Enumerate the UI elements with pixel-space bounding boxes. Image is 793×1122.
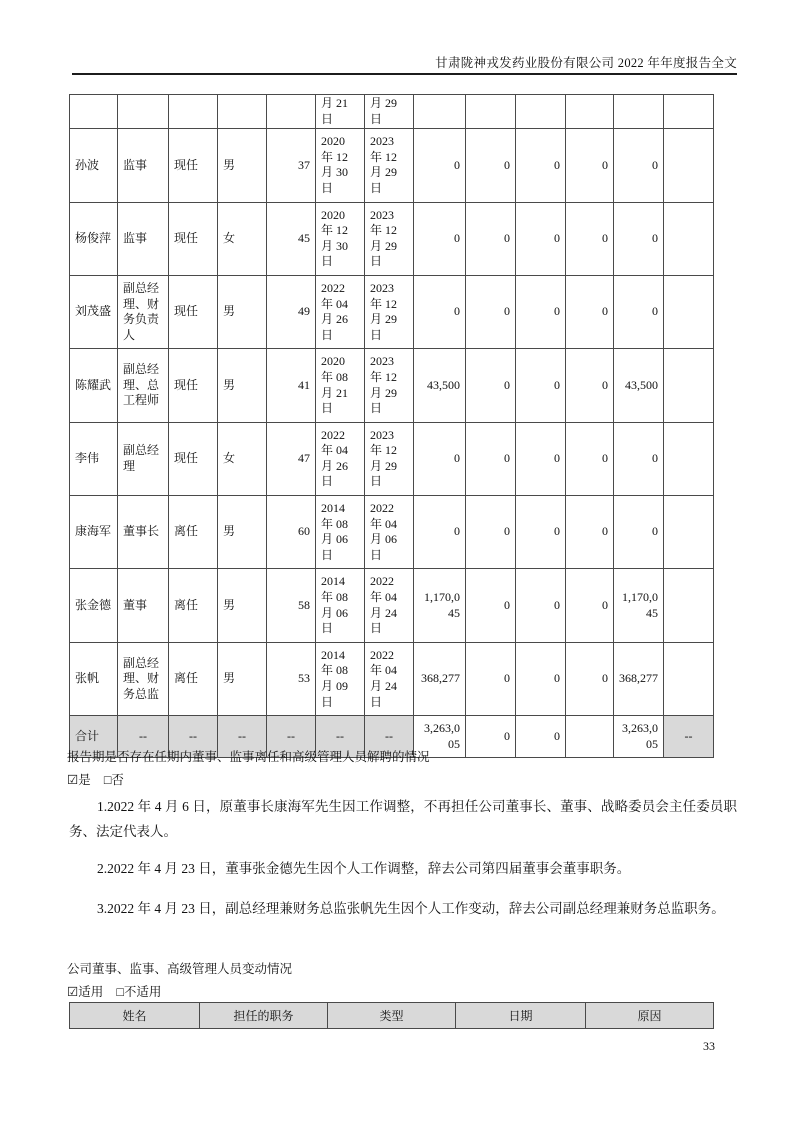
cell-position: 董事长 (118, 496, 169, 569)
cell-term-end: 2023 年 12 月 29 日 (365, 275, 414, 348)
cell-shares-other: 0 (566, 349, 614, 422)
cell-shares-increase: 0 (466, 202, 516, 275)
cell-term-start: 2020 年 12 月 30 日 (316, 129, 365, 202)
cell-status: 离任 (169, 569, 218, 642)
cell-gender: 男 (218, 569, 267, 642)
cell-gender: 男 (218, 275, 267, 348)
officer-row (70, 569, 714, 642)
officer-row (70, 349, 714, 422)
cell-shares-decrease: 0 (516, 569, 566, 642)
carryover-row (70, 95, 714, 129)
cell-age: 60 (267, 496, 316, 569)
cell-shares-decrease: 0 (516, 716, 566, 758)
officer-row (70, 129, 714, 202)
cell-shares-decrease: 0 (516, 422, 566, 495)
cell-shares-other (566, 95, 614, 129)
cell-position: 副总经理、财务总监 (118, 642, 169, 715)
cell-shares-end: 0 (614, 275, 664, 348)
cell-term-start: 2020 年 08 月 21 日 (316, 349, 365, 422)
cell-status: 离任 (169, 642, 218, 715)
cell-age: -- (267, 716, 316, 758)
cell-note (664, 642, 714, 715)
cell-shares-end: 0 (614, 202, 664, 275)
cell-position: 董事 (118, 569, 169, 642)
cell-shares-begin: 3,263,005 (414, 716, 466, 758)
cell-note (664, 202, 714, 275)
cell-shares-end: 368,277 (614, 642, 664, 715)
cell-shares-increase: 0 (466, 496, 516, 569)
cell-position: 监事 (118, 202, 169, 275)
cell-shares-end: 0 (614, 422, 664, 495)
cell-shares-decrease: 0 (516, 496, 566, 569)
cell-status: -- (169, 716, 218, 758)
changes-header-cell: 姓名 (70, 1003, 200, 1029)
page-number: 33 (703, 1039, 715, 1053)
cell-shares-decrease: 0 (516, 129, 566, 202)
cell-shares-begin: 43,500 (414, 349, 466, 422)
cell-shares-decrease: 0 (516, 275, 566, 348)
cell-note (664, 95, 714, 129)
cell-status: 离任 (169, 496, 218, 569)
cell-term-start: 2022 年 04 月 26 日 (316, 275, 365, 348)
cell-term-end: 2022 年 04 月 06 日 (365, 496, 414, 569)
cell-age: 58 (267, 569, 316, 642)
cell-term-end: 2022 年 04 月 24 日 (365, 642, 414, 715)
cell-shares-other: 0 (566, 569, 614, 642)
cell-shares-begin: 0 (414, 496, 466, 569)
cell-age: 45 (267, 202, 316, 275)
officers-shareholding-table (69, 94, 714, 758)
changes-header-cell: 担任的职务 (200, 1003, 328, 1029)
cell-position: -- (118, 716, 169, 758)
cell-status: 现任 (169, 202, 218, 275)
changes-header-cell: 类型 (328, 1003, 456, 1029)
cell-status: 现任 (169, 422, 218, 495)
cell-shares-end: 0 (614, 129, 664, 202)
cell-gender: 男 (218, 349, 267, 422)
officer-row (70, 496, 714, 569)
report-title: 甘肃陇神戎发药业股份有限公司 2022 年年度报告全文 (435, 56, 737, 70)
cell-shares-end: 0 (614, 496, 664, 569)
cell-term-end: 2023 年 12 月 29 日 (365, 129, 414, 202)
cell-age: 47 (267, 422, 316, 495)
cell-shares-increase (466, 95, 516, 129)
cell-shares-begin: 0 (414, 275, 466, 348)
cell-term-start: 2022 年 04 月 26 日 (316, 422, 365, 495)
cell-note: -- (664, 716, 714, 758)
cell-term-start: 2014 年 08 月 09 日 (316, 642, 365, 715)
cell-name: 康海军 (70, 496, 118, 569)
cell-shares-other: 0 (566, 642, 614, 715)
header-rule (72, 73, 737, 75)
changes-section-title: 公司董事、监事、高级管理人员变动情况 (67, 962, 293, 976)
cell-shares-decrease: 0 (516, 642, 566, 715)
departure-question-text: 报告期是否存在任期内董事、监事离任和高级管理人员解聘的情况 (67, 750, 430, 764)
changes-header-cell: 原因 (586, 1003, 714, 1029)
cell-age (267, 95, 316, 129)
departure-paragraph-3: 3.2022 年 4 月 23 日，副总经理兼财务总监张帆先生因个人工作变动，辞去公司副总经理兼财务总监职务。 (97, 901, 725, 916)
cell-gender: 女 (218, 202, 267, 275)
cell-term-end: 2023 年 12 月 29 日 (365, 349, 414, 422)
cell-name: 杨俊萍 (70, 202, 118, 275)
cell-term-end: 2023 年 12 月 29 日 (365, 202, 414, 275)
cell-position: 副总经理 (118, 422, 169, 495)
cell-shares-other: 0 (566, 275, 614, 348)
cell-shares-other: 0 (566, 496, 614, 569)
cell-term-end: 月 29 日 (365, 95, 414, 129)
changes-header-cell: 日期 (456, 1003, 586, 1029)
cell-note (664, 275, 714, 348)
cell-shares-increase: 0 (466, 642, 516, 715)
cell-name: 陈耀武 (70, 349, 118, 422)
cell-shares-begin: 0 (414, 202, 466, 275)
cell-shares-begin (414, 95, 466, 129)
cell-shares-decrease: 0 (516, 349, 566, 422)
cell-shares-begin: 368,277 (414, 642, 466, 715)
cell-shares-end: 3,263,005 (614, 716, 664, 758)
cell-gender: 女 (218, 422, 267, 495)
cell-note (664, 422, 714, 495)
cell-note (664, 569, 714, 642)
cell-name: 孙波 (70, 129, 118, 202)
departure-paragraph-1: 1.2022 年 4 月 6 日，原董事长康海军先生因工作调整，不再担任公司董事长、董事、战略委员会主任委员职务、法定代表人。 (69, 799, 737, 839)
cell-status: 现任 (169, 129, 218, 202)
cell-status (169, 95, 218, 129)
cell-term-end: 2022 年 04 月 24 日 (365, 569, 414, 642)
cell-term-start: 2014 年 08 月 06 日 (316, 569, 365, 642)
cell-shares-increase: 0 (466, 349, 516, 422)
cell-shares-other: 0 (566, 129, 614, 202)
cell-note (664, 129, 714, 202)
cell-shares-decrease (516, 95, 566, 129)
cell-position (118, 95, 169, 129)
cell-status: 现任 (169, 349, 218, 422)
changes-table (69, 1002, 714, 1029)
checkbox-no[interactable]: □否 (103, 773, 124, 787)
cell-gender: 男 (218, 496, 267, 569)
officer-row (70, 642, 714, 715)
officer-row (70, 275, 714, 348)
cell-note (664, 349, 714, 422)
cell-gender (218, 95, 267, 129)
cell-name: 张金德 (70, 569, 118, 642)
cell-age: 37 (267, 129, 316, 202)
cell-term-start: 2014 年 08 月 06 日 (316, 496, 365, 569)
cell-shares-increase: 0 (466, 129, 516, 202)
cell-shares-end: 43,500 (614, 349, 664, 422)
cell-shares-begin: 0 (414, 422, 466, 495)
cell-shares-other: 0 (566, 422, 614, 495)
cell-shares-end (614, 95, 664, 129)
departure-paragraph-2: 2.2022 年 4 月 23 日，董事张金德先生因个人工作调整，辞去公司第四届董事会董事职务。 (97, 861, 631, 876)
cell-shares-begin: 1,170,045 (414, 569, 466, 642)
cell-status: 现任 (169, 275, 218, 348)
cell-shares-end: 1,170,045 (614, 569, 664, 642)
cell-position: 副总经理、总工程师 (118, 349, 169, 422)
cell-name (70, 95, 118, 129)
cell-name: 李伟 (70, 422, 118, 495)
checkbox-applicable[interactable]: ☑适用 (67, 985, 104, 999)
cell-age: 49 (267, 275, 316, 348)
cell-age: 41 (267, 349, 316, 422)
officer-row (70, 422, 714, 495)
cell-shares-decrease: 0 (516, 202, 566, 275)
cell-shares-increase: 0 (466, 569, 516, 642)
cell-shares-other: 0 (566, 202, 614, 275)
cell-name: 刘茂盛 (70, 275, 118, 348)
cell-name: 合计 (70, 716, 118, 758)
changes-header-row (70, 1003, 714, 1029)
checkbox-not-applicable[interactable]: □不适用 (116, 985, 162, 999)
cell-term-start: -- (316, 716, 365, 758)
officer-row (70, 202, 714, 275)
cell-name: 张帆 (70, 642, 118, 715)
cell-shares-increase: 0 (466, 716, 516, 758)
cell-gender: 男 (218, 129, 267, 202)
cell-shares-increase: 0 (466, 422, 516, 495)
cell-term-start: 月 21 日 (316, 95, 365, 129)
cell-term-end: -- (365, 716, 414, 758)
cell-term-start: 2020 年 12 月 30 日 (316, 202, 365, 275)
cell-gender: -- (218, 716, 267, 758)
checkbox-yes[interactable]: ☑是 (67, 773, 91, 787)
cell-age: 53 (267, 642, 316, 715)
cell-note (664, 496, 714, 569)
changes-applicable-row (67, 982, 171, 1000)
cell-shares-begin: 0 (414, 129, 466, 202)
cell-shares-other (566, 716, 614, 758)
departure-answer-row (67, 770, 134, 788)
cell-term-end: 2023 年 12 月 29 日 (365, 422, 414, 495)
cell-shares-increase: 0 (466, 275, 516, 348)
cell-position: 监事 (118, 129, 169, 202)
cell-gender: 男 (218, 642, 267, 715)
cell-position: 副总经理、财务负责人 (118, 275, 169, 348)
